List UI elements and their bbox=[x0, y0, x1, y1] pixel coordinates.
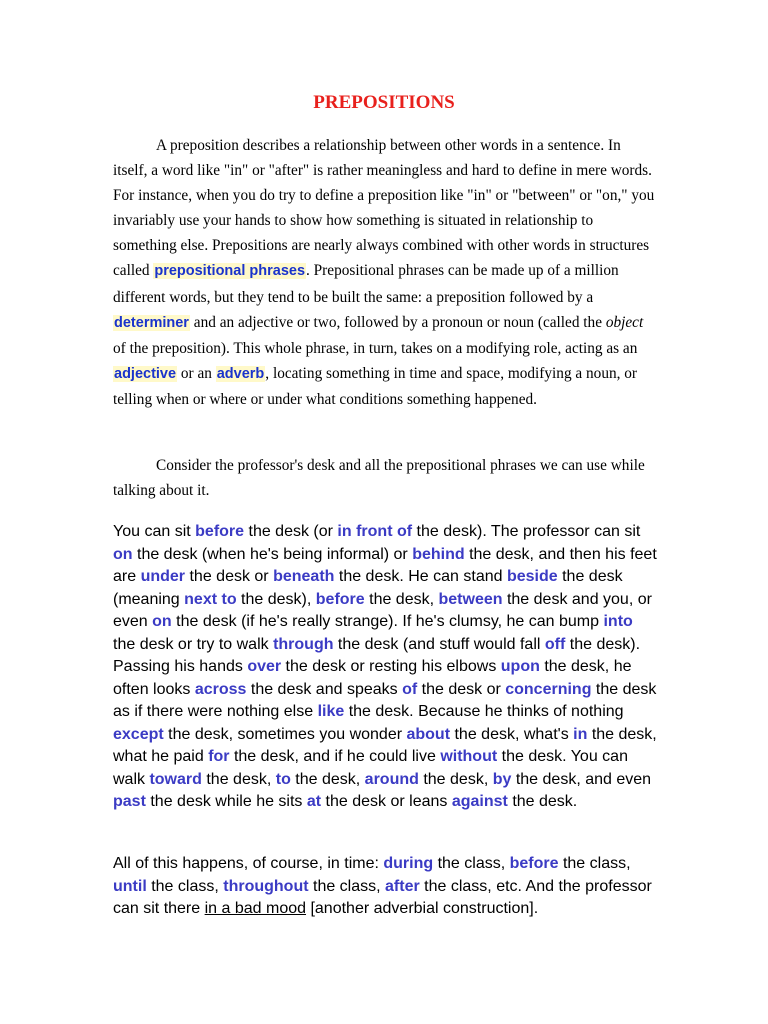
text-run: the desk and speaks bbox=[246, 680, 403, 698]
term-adjective: adjective bbox=[114, 365, 177, 382]
keyword: at bbox=[306, 793, 322, 810]
text-run: the desk, bbox=[201, 770, 276, 788]
keyword: on bbox=[152, 613, 172, 630]
keyword: in bbox=[573, 725, 588, 743]
keyword: against bbox=[451, 793, 508, 810]
text-run: of the preposition). This whole phrase, in turn, takes on a modifying role, acting as an bbox=[113, 339, 638, 357]
text-run: All of this happens, of course, in time: bbox=[113, 855, 384, 872]
intro-paragraph bbox=[113, 133, 658, 412]
text-run: the desk or bbox=[417, 680, 506, 698]
keyword: by bbox=[492, 770, 512, 788]
keyword: beneath bbox=[273, 568, 335, 585]
keyword: after bbox=[385, 877, 420, 895]
keyword: until bbox=[113, 877, 147, 895]
text-run: the desk (or bbox=[244, 523, 338, 540]
keyword: off bbox=[544, 635, 566, 653]
keyword: behind bbox=[412, 545, 465, 563]
text-run: the desk, and even bbox=[511, 770, 652, 788]
keyword: like bbox=[317, 703, 345, 720]
keyword: next to bbox=[184, 590, 237, 608]
text-run: the desk or leans bbox=[321, 793, 452, 810]
text-run: the desk, bbox=[418, 770, 493, 788]
keyword: during bbox=[383, 855, 434, 872]
term-determiner: determiner bbox=[114, 314, 189, 331]
keyword: before bbox=[509, 855, 559, 872]
text-run: the desk), bbox=[236, 590, 316, 608]
keyword: in front of bbox=[337, 523, 413, 540]
keyword: through bbox=[273, 635, 334, 653]
text-run: A preposition describes a relationship between other words in a sentence. In itself, a word like "in" or "after" is rather meaningless and hard to define in mere words. For instance, when you do try to define a preposition like "in" or "between" or "on," you invariably use your hands to show how something is situated in relationship to something else. Prepositions are nearly always combined with other words in structures called bbox=[113, 137, 655, 280]
text-run: the desk, bbox=[364, 590, 439, 608]
text-run: the desk. You can walk bbox=[113, 748, 628, 788]
keyword: on bbox=[113, 545, 133, 563]
keyword: about bbox=[406, 725, 451, 743]
keyword: to bbox=[275, 770, 291, 788]
keyword: for bbox=[208, 748, 230, 765]
text-run: the desk and you, or even bbox=[113, 590, 652, 630]
text-run: the class, bbox=[308, 877, 386, 895]
italic-object: object bbox=[605, 313, 644, 331]
term-prepositional-phrases: prepositional phrases bbox=[154, 263, 306, 280]
keyword: across bbox=[194, 680, 247, 698]
text-run: the class, bbox=[433, 855, 510, 872]
text-run: and an adjective or two, followed by a pronoun or noun (called the bbox=[189, 313, 606, 331]
keyword: over bbox=[247, 658, 282, 675]
text-run: the desk or bbox=[185, 568, 274, 585]
keyword: of bbox=[402, 680, 418, 698]
text-run: the desk (when he's being informal) or bbox=[132, 545, 413, 563]
keyword: under bbox=[140, 568, 186, 585]
keyword: concerning bbox=[505, 680, 592, 698]
keyword: around bbox=[364, 770, 419, 788]
keyword: without bbox=[440, 748, 498, 765]
keyword: into bbox=[603, 613, 633, 630]
text-run: the desk). Passing his hands bbox=[113, 635, 641, 675]
text-run: the class, etc. And the professor can sit there bbox=[113, 877, 652, 917]
text-run: [another adverbial construction]. bbox=[306, 900, 539, 917]
text-run: You can sit bbox=[113, 523, 196, 540]
text-run: , locating something in time and space, modifying a noun, or telling when or where or under what conditions something happened. bbox=[113, 364, 638, 408]
underlined-phrase: in a bad mood bbox=[204, 900, 307, 917]
keyword: before bbox=[315, 590, 365, 608]
text-run: the desk, bbox=[290, 770, 365, 788]
text-run: the desk, what's bbox=[450, 725, 574, 743]
text-run: or an bbox=[177, 364, 216, 382]
text-run: the class, bbox=[558, 855, 631, 872]
text-run: the desk). The professor can sit bbox=[412, 523, 641, 540]
keyword: throughout bbox=[223, 877, 309, 895]
text-run: the desk or try to walk bbox=[113, 635, 274, 653]
keyword: toward bbox=[149, 770, 202, 788]
text-run: the class, bbox=[146, 877, 224, 895]
desk-examples-paragraph bbox=[113, 521, 658, 814]
text-run: the desk, and then his feet are bbox=[113, 545, 657, 585]
time-paragraph bbox=[113, 853, 658, 921]
term-adverb: adverb bbox=[216, 365, 265, 382]
keyword: past bbox=[113, 793, 146, 810]
text-run: the desk as if there were nothing else bbox=[113, 680, 657, 720]
text-run: the desk while he sits bbox=[145, 793, 307, 810]
page-title: PREPOSITIONS bbox=[313, 92, 455, 113]
keyword: beside bbox=[506, 568, 558, 585]
text-run: the desk. He can stand bbox=[334, 568, 507, 585]
text-run: the desk. bbox=[507, 793, 578, 810]
text-run: the desk (and stuff would fall bbox=[333, 635, 545, 653]
text-run: the desk. Because he thinks of nothing bbox=[344, 703, 624, 720]
keyword: before bbox=[195, 523, 245, 540]
text-run: the desk, what he paid bbox=[113, 725, 657, 765]
keyword: between bbox=[438, 590, 503, 608]
text-run: the desk (meaning bbox=[113, 568, 623, 608]
text-run: the desk, he often looks bbox=[113, 658, 632, 698]
text-run: . Prepositional phrases can be made up of a million different words, but they tend to be built the same: a preposition followed by a bbox=[113, 262, 619, 306]
keyword: upon bbox=[500, 658, 540, 675]
desk-intro-paragraph: Consider the professor's desk and all the prepositional phrases we can use while talking about it. bbox=[113, 457, 645, 500]
text-run: the desk, and if he could live bbox=[229, 748, 441, 765]
keyword: except bbox=[113, 725, 164, 743]
text-run: the desk or resting his elbows bbox=[281, 658, 501, 675]
text-run: the desk (if he's really strange). If he's clumsy, he can bump bbox=[171, 613, 604, 630]
text-run: the desk, sometimes you wonder bbox=[163, 725, 407, 743]
